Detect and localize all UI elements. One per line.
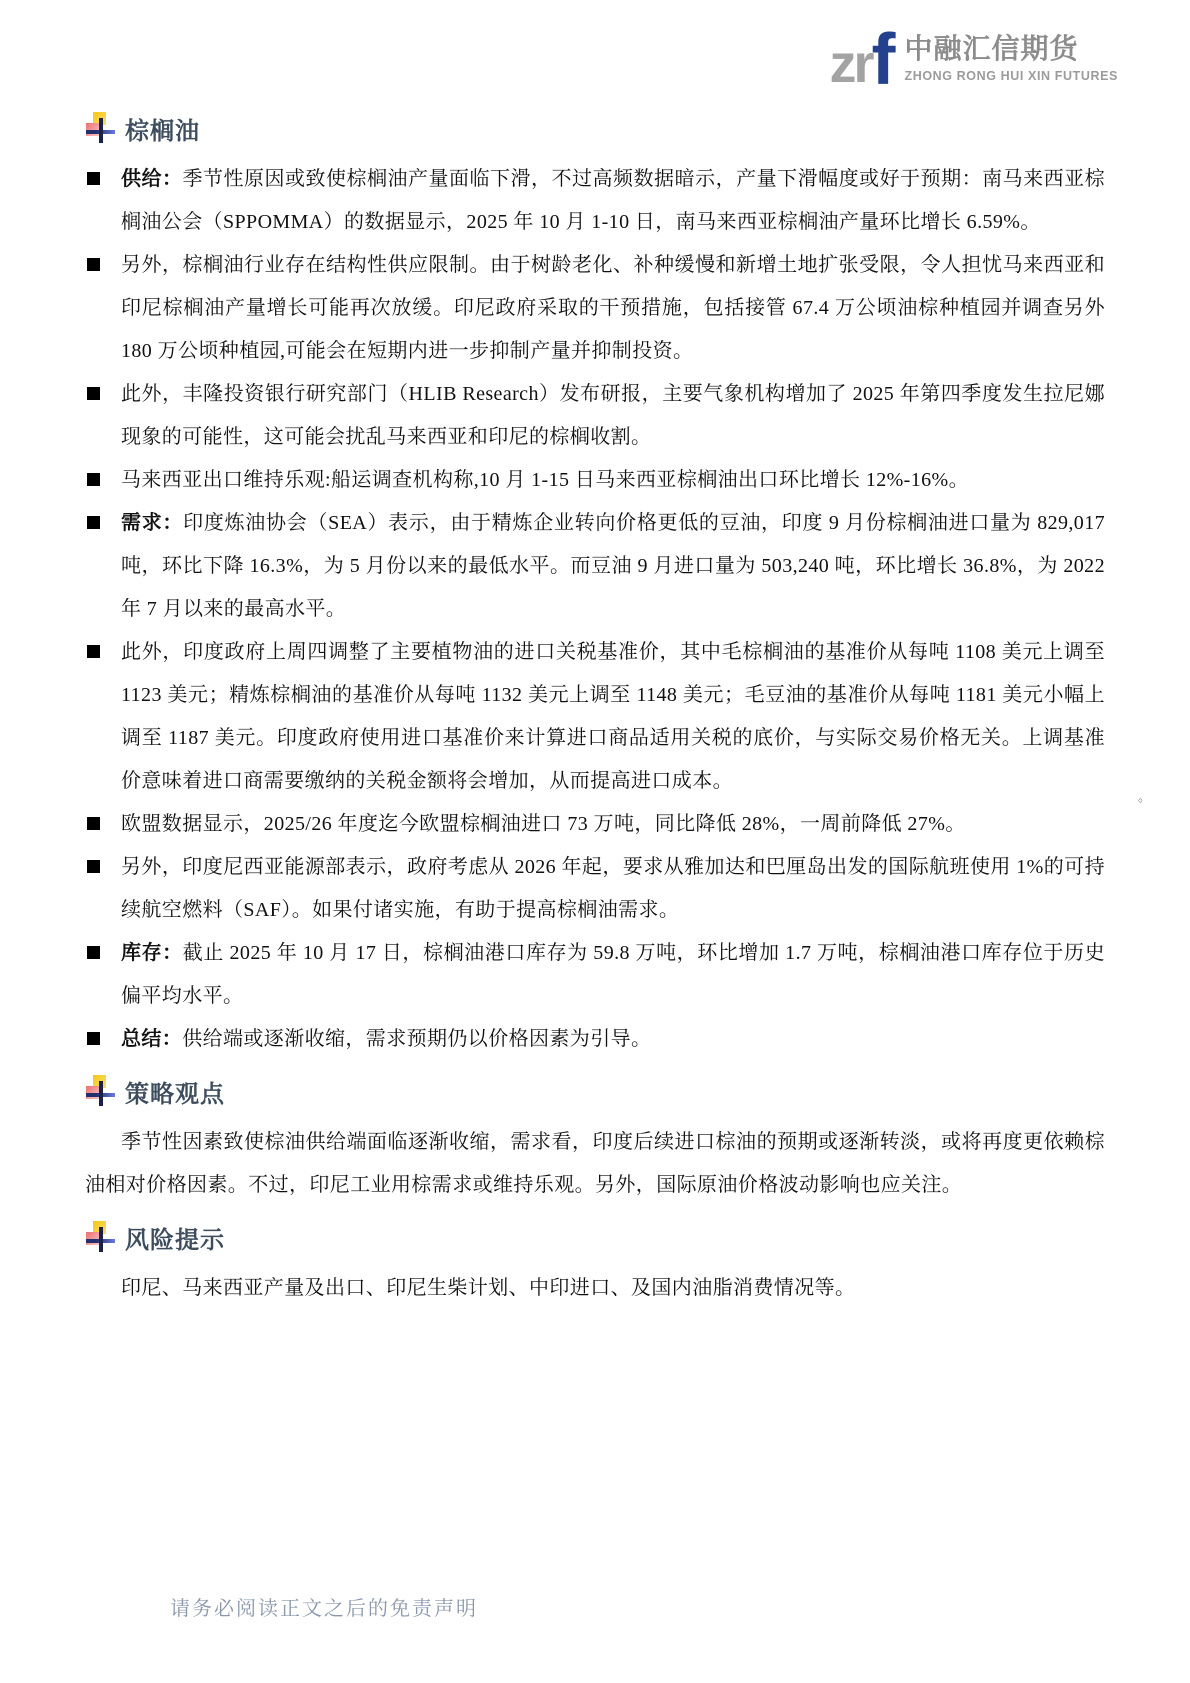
bullet-text: 此外，丰隆投资银行研究部门（HLIB Research）发布研报，主要气象机构增加了 2025 年第四季度发生拉尼娜现象的可能性，这可能会扰乱马来西亚和印尼的棕榈收割。: [121, 383, 1105, 448]
bullet-text: 另外，棕榈油行业存在结构性供应限制。由于树龄老化、补种缓慢和新增土地扩张受限，令人担忧马来西亚和印尼棕榈油产量增长可能再次放缓。印尼政府采取的干预措施，包括接管 67.4 万公顷油棕种植园并调查另外 180 万公顷种植园,可能会在短期内进一步抑制产量并抑制投资。: [121, 254, 1105, 362]
stray-punctuation-mark: 。: [1138, 789, 1152, 804]
section-heading-strategy: [85, 1071, 1105, 1111]
bullet-item: [85, 803, 1105, 846]
square-bullet-icon: [87, 860, 100, 873]
company-name-en: ZHONG RONG HUI XIN FUTURES: [904, 68, 1118, 83]
report-body: [85, 98, 1105, 1310]
bullet-item: [85, 932, 1105, 1018]
bullet-text: 欧盟数据显示，2025/26 年度迄今欧盟棕榈油进口 73 万吨，同比降低 28%，一周前降低 27%。: [121, 813, 966, 835]
bullet-item: [85, 631, 1105, 803]
risk-paragraph: 印尼、马来西亚产量及出口、印尼生柴计划、中印进口、及国内油脂消费情况等。: [121, 1277, 856, 1299]
section-heading-risk: [85, 1217, 1105, 1257]
palm-oil-bullet-list: [85, 158, 1105, 1061]
section-marker-icon: [85, 1219, 117, 1255]
bullet-item: [85, 1018, 1105, 1061]
section-marker-icon: [85, 1073, 117, 1109]
bullet-text: 另外，印度尼西亚能源部表示，政府考虑从 2026 年起，要求从雅加达和巴厘岛出发的国际航班使用 1%的可持续航空燃料（SAF）。如果付诸实施，有助于提高棕榈油需求。: [121, 856, 1105, 921]
bullet-text: 马来西亚出口维持乐观:船运调查机构称,10 月 1-15 日马来西亚棕榈油出口环比增长 12%-16%。: [121, 469, 969, 491]
bullet-lead: 供给：: [121, 168, 183, 190]
square-bullet-icon: [87, 946, 100, 959]
logo-letters-zr: zr: [829, 34, 872, 94]
square-bullet-icon: [87, 473, 100, 486]
strategy-paragraph: 季节性因素致使棕油供给端面临逐渐收缩，需求看，印度后续进口棕油的预期或逐渐转淡，或将再度更依赖棕油相对价格因素。不过，印尼工业用棕需求或维持乐观。另外，国际原油价格波动影响也应关注。: [85, 1131, 1105, 1196]
bullet-text: 供给端或逐渐收缩，需求预期仍以价格因素为引导。: [182, 1028, 652, 1050]
bullet-item: [85, 846, 1105, 932]
company-name-cn: 中融汇信期货: [904, 33, 1079, 65]
company-name-block: [904, 33, 1118, 82]
bullet-item: [85, 459, 1105, 502]
square-bullet-icon: [87, 817, 100, 830]
square-bullet-icon: [87, 645, 100, 658]
square-bullet-icon: [87, 387, 100, 400]
bullet-lead: 总结：: [121, 1028, 183, 1050]
section-title: 棕榈油: [125, 118, 200, 145]
bullet-lead: 库存：: [121, 942, 183, 964]
square-bullet-icon: [87, 258, 100, 271]
bullet-text: 此外，印度政府上周四调整了主要植物油的进口关税基准价，其中毛棕榈油的基准价从每吨 1108 美元上调至 1123 美元；精炼棕榈油的基准价从每吨 1132 美元上调至 1148 美元；毛豆油的基准价从每吨 1181 美元小幅上调至 1187 美元。印度政府使用进口基准价来计算进口商品适用关税的底价，与实际交易价格无关。上调基准价意味着进口商需要缴纳的关税金额将会增加，从而提高进口成本。: [121, 641, 1105, 792]
section-title: 策略观点: [125, 1081, 225, 1108]
bullet-item: [85, 373, 1105, 459]
bullet-text: 季节性原因或致使棕榈油产量面临下滑，不过高频数据暗示，产量下滑幅度或好于预期：南马来西亚棕榈油公会（SPPOMMA）的数据显示，2025 年 10 月 1-10 日，南马来西亚棕榈油产量环比增长 6.59%。: [121, 168, 1106, 233]
bullet-item: [85, 502, 1105, 631]
disclaimer-footer: 请务必阅读正文之后的免责声明: [170, 1598, 478, 1620]
section-title: 风险提示: [125, 1227, 225, 1254]
logo-letter-f: f: [871, 20, 893, 100]
bullet-text: 截止 2025 年 10 月 17 日，棕榈油港口库存为 59.8 万吨，环比增加 1.7 万吨，棕榈油港口库存位于历史偏平均水平。: [121, 942, 1106, 1007]
section-heading-palm-oil: [85, 108, 1105, 148]
bullet-lead: 需求：: [121, 512, 184, 534]
bullet-item: [85, 244, 1105, 373]
square-bullet-icon: [87, 516, 100, 529]
company-logo: [829, 20, 1118, 100]
square-bullet-icon: [87, 172, 100, 185]
bullet-text: 印度炼油协会（SEA）表示，由于精炼企业转向价格更低的豆油，印度 9 月份棕榈油进口量为 829,017 吨，环比下降 16.3%，为 5 月份以来的最低水平。而豆油 9 月进口量为 503,240 吨，环比增长 36.8%，为 2022 年 7 月以来的最高水平。: [121, 512, 1105, 620]
square-bullet-icon: [87, 1032, 100, 1045]
section-marker-icon: [85, 110, 117, 146]
bullet-item: [85, 158, 1105, 244]
zrf-logo-mark: [829, 20, 893, 100]
